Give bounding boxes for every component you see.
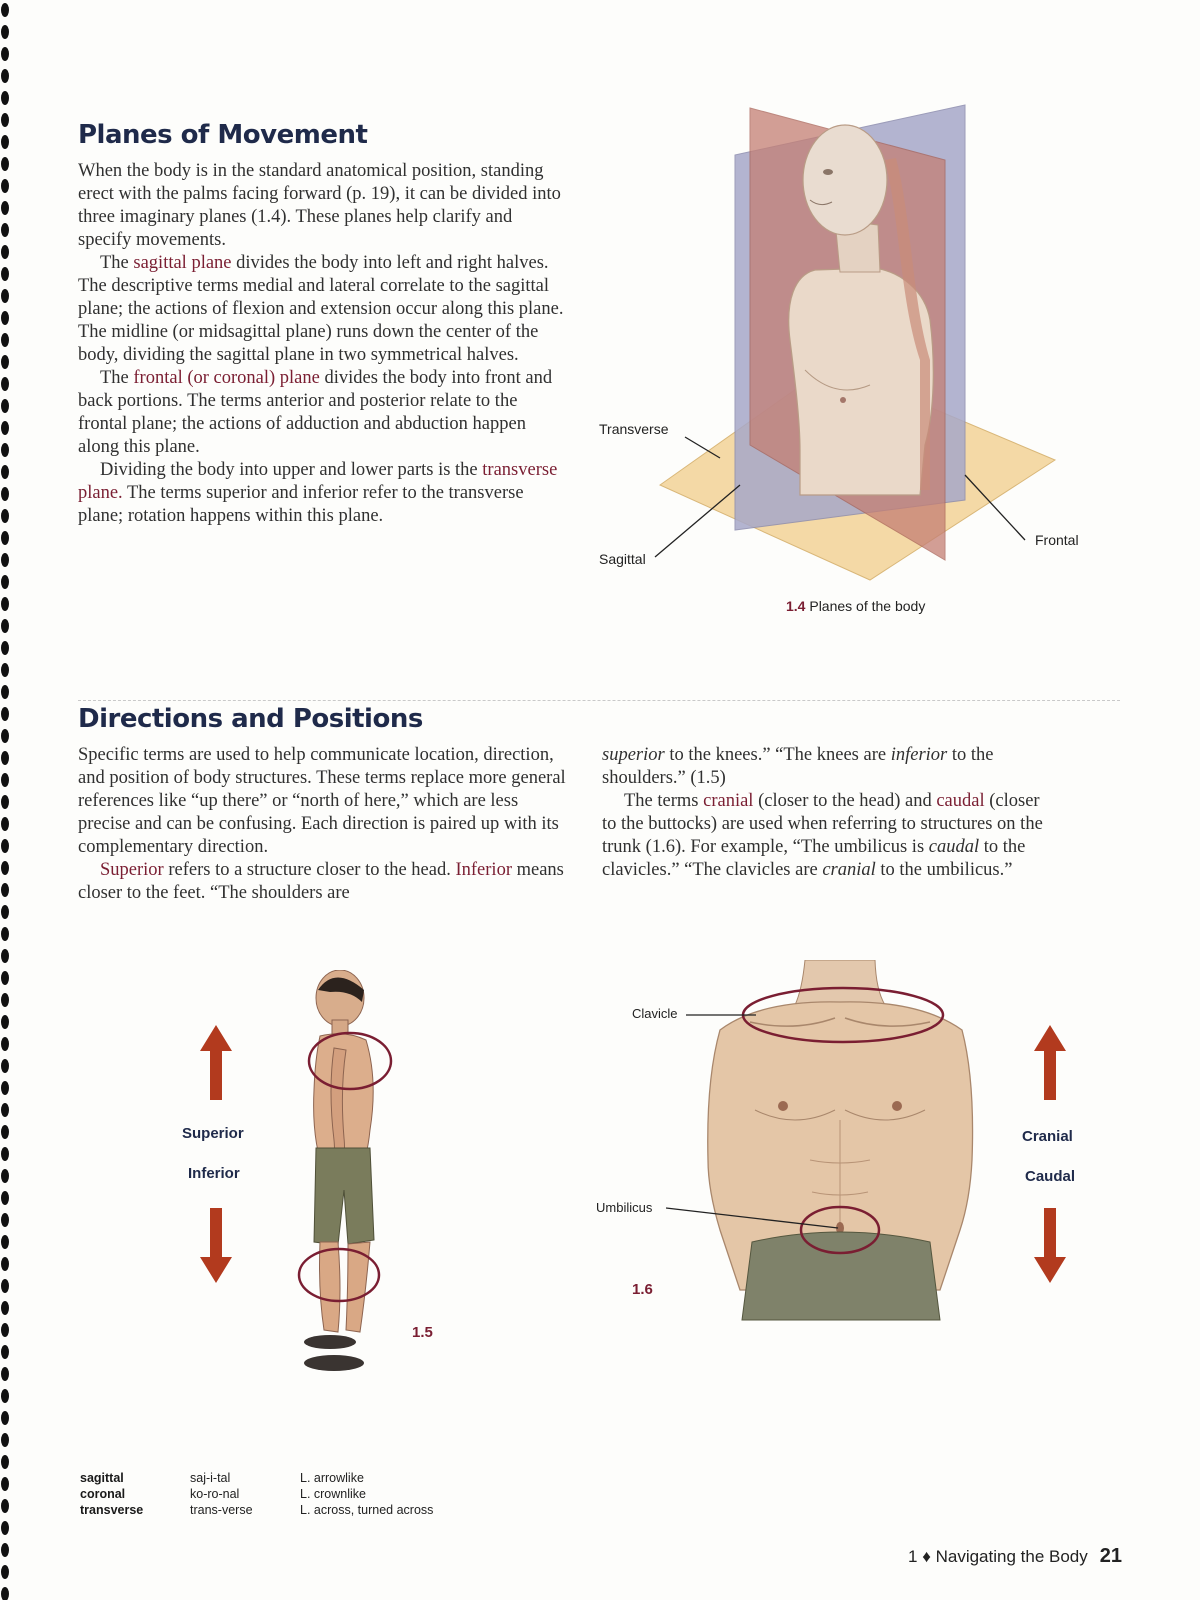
binding-ring <box>1 685 9 699</box>
binding-ring <box>1 1389 9 1403</box>
planes-p4: Dividing the body into upper and lower parts is the transverse plane. The terms superior and inferior refer to the transverse plane; rotation happens within this plane. <box>78 460 558 526</box>
term-inferior: Inferior <box>455 860 512 880</box>
binding-ring <box>1 861 9 875</box>
binding-ring <box>1 553 9 567</box>
label-transverse: Transverse <box>599 421 669 437</box>
caudal-arrow-icon <box>1034 1208 1066 1283</box>
binding-ring <box>1 1279 9 1293</box>
binding-ring <box>1 333 9 347</box>
glossary-origin: L. arrowlike <box>300 1471 364 1485</box>
directions-p3: The terms cranial (closer to the head) and caudal (closer to the buttocks) are used when referring to structures on the trunk (1.6). For example, “The umbilicus is caudal to the clavicles.” “The clavicles are cranial to the umbilicus.” <box>602 791 1043 880</box>
binding-ring <box>1 113 9 127</box>
binding-ring <box>1 245 9 259</box>
binding-ring <box>1 1213 9 1227</box>
binding-ring <box>1 223 9 237</box>
directions-p1: Specific terms are used to help communicate location, direction, and position of body structures. These terms replace more general references like “up there” or “north of here,” which are less precise and can be confusing. Each direction is paired up with its complementary direction. <box>78 745 566 857</box>
figure-number-1-5: 1.5 <box>412 1324 433 1341</box>
binding-ring <box>1 817 9 831</box>
binding-ring <box>1 619 9 633</box>
binding-ring <box>1 267 9 281</box>
binding-ring <box>1 1521 9 1535</box>
superior-arrow-icon <box>200 1025 232 1100</box>
binding-ring <box>1 883 9 897</box>
glossary-origin: L. crownlike <box>300 1487 366 1501</box>
binding-ring <box>1 949 9 963</box>
planes-illustration <box>600 100 1120 600</box>
binding-ring <box>1 421 9 435</box>
glossary-terms <box>80 1470 143 1518</box>
binding-ring <box>1 443 9 457</box>
binding-ring <box>1 1433 9 1447</box>
label-caudal: Caudal <box>1025 1168 1076 1185</box>
binding-ring <box>1 179 9 193</box>
binding-ring <box>1 1411 9 1425</box>
binding-ring <box>1 1345 9 1359</box>
binding-ring <box>1 751 9 765</box>
binding-ring <box>1 641 9 655</box>
label-inferior: Inferior <box>188 1165 240 1182</box>
term-sagittal: sagittal plane <box>133 253 232 273</box>
glossary-pron: saj-i-tal <box>190 1471 231 1485</box>
binding-ring <box>1 663 9 677</box>
term-transverse: transverse plane. <box>78 460 558 503</box>
glossary-origin: L. across, turned across <box>300 1503 434 1517</box>
binding-ring <box>1 1103 9 1117</box>
term-frontal: frontal (or coronal) plane <box>133 368 320 388</box>
binding-ring <box>1 91 9 105</box>
directions-p2-start: Superior refers to a structure closer to the head. Inferior means closer to the feet. “The shoulders are <box>78 860 564 903</box>
binding-ring <box>1 465 9 479</box>
binding-ring <box>1 69 9 83</box>
clavicle-leader <box>686 1013 756 1017</box>
term-superior: Superior <box>100 860 164 880</box>
binding-ring <box>1 399 9 413</box>
binding-ring <box>1 575 9 589</box>
binding-ring <box>1 1587 9 1600</box>
section-divider <box>78 700 1120 701</box>
binding-ring <box>1 795 9 809</box>
binding-ring <box>1 971 9 985</box>
planes-heading: Planes of Movement <box>78 120 368 150</box>
binding-ring <box>1 1323 9 1337</box>
directions-col2 <box>602 744 1057 882</box>
figure-caption-1-4 <box>786 598 925 614</box>
binding-ring <box>1 3 9 17</box>
chapter-title: 1 ♦ Navigating the Body <box>908 1547 1088 1566</box>
glossary-term: coronal <box>80 1487 126 1501</box>
shoulder-highlight-circle <box>306 1030 394 1092</box>
binding-ring <box>1 1499 9 1513</box>
label-superior: Superior <box>182 1125 244 1142</box>
binding-ring <box>1 311 9 325</box>
directions-heading: Directions and Positions <box>78 704 423 734</box>
binding-ring <box>1 1565 9 1579</box>
binding-ring <box>1 773 9 787</box>
directions-p2-end: superior to the knees.” “The knees are inferior to the shoulders.” (1.5) <box>602 745 994 788</box>
label-cranial: Cranial <box>1022 1128 1073 1145</box>
binding-ring <box>1 1543 9 1557</box>
glossary-term: sagittal <box>80 1471 124 1485</box>
glossary-pron: ko-ro-nal <box>190 1487 240 1501</box>
binding-ring <box>1 1081 9 1095</box>
binding-ring <box>1 487 9 501</box>
glossary-term: transverse <box>80 1503 144 1517</box>
binding-ring <box>1 1169 9 1183</box>
figure-caption-text: Planes of the body <box>809 598 926 614</box>
binding-ring <box>1 201 9 215</box>
binding-ring <box>1 597 9 611</box>
binding-ring <box>1 355 9 369</box>
label-umbilicus: Umbilicus <box>596 1200 653 1215</box>
umbilicus-leader <box>666 1204 841 1232</box>
cranial-arrow-icon <box>1034 1025 1066 1100</box>
binding-ring <box>1 1235 9 1249</box>
binding-ring <box>1 1477 9 1491</box>
binding-ring <box>1 905 9 919</box>
label-clavicle: Clavicle <box>632 1006 678 1021</box>
planes-p3: The frontal (or coronal) plane divides the body into front and back portions. The terms anterior and posterior relate to the frontal plane; the actions of adduction and abduction happen along this plane. <box>78 368 553 457</box>
binding-ring <box>1 729 9 743</box>
binding-ring <box>1 157 9 171</box>
binding-ring <box>1 1059 9 1073</box>
planes-text <box>78 160 566 528</box>
binding-ring <box>1 47 9 61</box>
binding-ring <box>1 1191 9 1205</box>
label-frontal: Frontal <box>1035 532 1079 548</box>
binding-ring <box>1 289 9 303</box>
binding-ring <box>1 927 9 941</box>
binding-ring <box>1 1125 9 1139</box>
label-sagittal: Sagittal <box>599 551 646 567</box>
binding-ring <box>1 531 9 545</box>
page-footer <box>908 1545 1122 1568</box>
binding-ring <box>1 1257 9 1271</box>
binding-ring <box>1 839 9 853</box>
binding-ring <box>1 1367 9 1381</box>
inferior-arrow-icon <box>200 1208 232 1283</box>
glossary-pron: trans-verse <box>190 1503 253 1517</box>
binding-ring <box>1 1037 9 1051</box>
binding-ring <box>1 377 9 391</box>
knee-highlight-circle <box>296 1246 382 1304</box>
binding-ring <box>1 707 9 721</box>
binding-ring <box>1 1147 9 1161</box>
binding-ring <box>1 1015 9 1029</box>
binding-ring <box>1 135 9 149</box>
planes-p2: The sagittal plane divides the body into left and right halves. The descriptive terms medial and lateral correlate to the sagittal plane; the actions of flexion and extension occur along this plane. The midline (or midsagittal plane) runs down the center of the body, dividing the sagittal plane in two symmetrical halves. <box>78 253 564 365</box>
term-caudal: caudal <box>936 791 985 811</box>
glossary-origins <box>300 1470 433 1518</box>
binding-ring <box>1 509 9 523</box>
clavicle-highlight-circle <box>740 985 946 1045</box>
binding-ring <box>1 25 9 39</box>
head-figure <box>803 125 887 235</box>
figure-number-1-4: 1.4 <box>786 598 806 614</box>
planes-p1: When the body is in the standard anatomical position, standing erect with the palms facing forward (p. 19), it can be divided into three imaginary planes (1.4). These planes help clarify and specify movements. <box>78 161 561 250</box>
binding-ring <box>1 1455 9 1469</box>
binding-ring <box>1 993 9 1007</box>
binding-ring <box>1 1301 9 1315</box>
term-cranial: cranial <box>703 791 754 811</box>
page-number: 21 <box>1099 1545 1122 1567</box>
directions-col1 <box>78 744 566 905</box>
figure-number-1-6: 1.6 <box>632 1281 653 1298</box>
spiral-binding <box>0 0 18 1600</box>
glossary-pronunciations <box>190 1470 253 1518</box>
